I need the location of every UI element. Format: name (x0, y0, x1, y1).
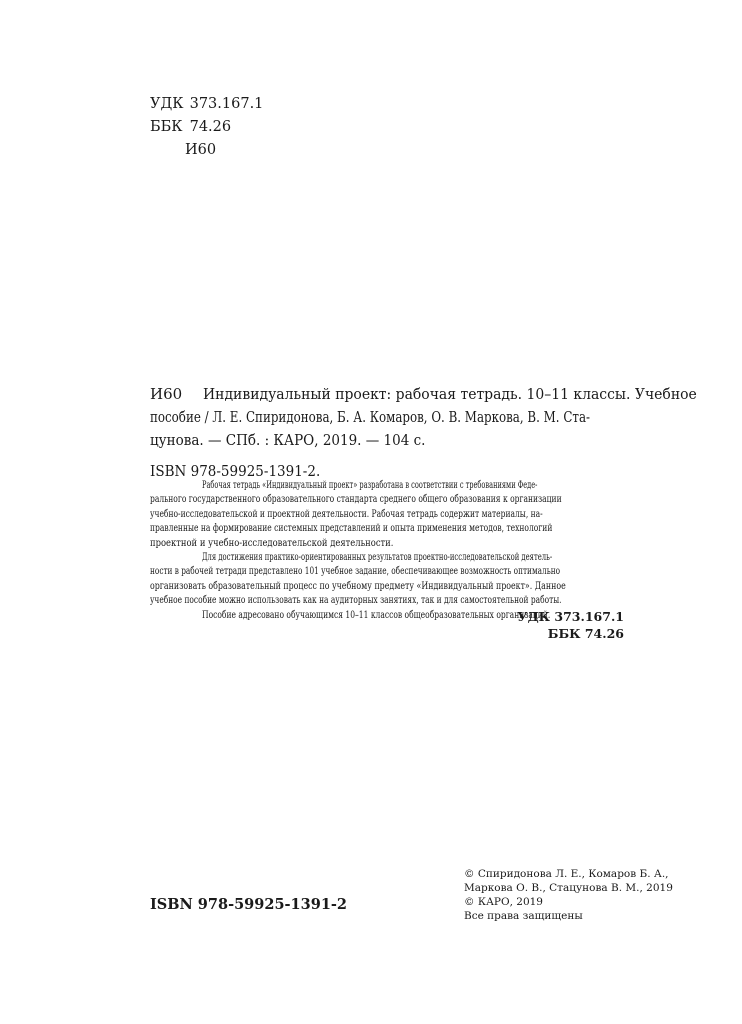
classification-codes (472, 608, 624, 642)
bibliographic-record (150, 383, 697, 483)
bbk-value: 74.26 (189, 119, 232, 135)
udk-value: 373.167.1 (189, 96, 264, 112)
annotation-line (150, 478, 622, 492)
classification-header (150, 93, 263, 162)
annotation-text: правленные на формирование системных представлений и опыта применения методов, технологий (150, 522, 553, 535)
bbk-code: ББК 74.26 (547, 626, 624, 641)
bbk-line (150, 116, 263, 139)
biblio-line: пособие / Л. Е. Спиридонова, Б. А. Комаров, О. В. Маркова, В. М. Ста- (150, 408, 591, 426)
annotation-line (150, 564, 622, 578)
biblio-row (150, 383, 697, 406)
copyright-line: © Спиридонова Л. Е., Комаров Б. А., (464, 868, 669, 880)
udk-label: УДК (150, 96, 184, 112)
copyright-block (464, 867, 673, 923)
annotation-text: учебно-исследовательской и проектной деятельности. Рабочая тетрадь содержит материалы, на- (150, 507, 543, 520)
biblio-isbn: ISBN 978-59925-1391-2. (150, 462, 321, 480)
udk-line (150, 93, 263, 116)
annotation-line (150, 536, 622, 550)
annotation-text: организовать образовательный процесс по учебному предмету «Индивидуальный проект». Данное (150, 579, 566, 592)
annotation-line (150, 579, 622, 593)
biblio-line: цунова. — СПб. : КАРО, 2019. — 104 с. (150, 431, 426, 449)
author-mark: И60 (185, 142, 217, 158)
footer-isbn: ISBN 978-59925-1391-2 (150, 896, 348, 913)
annotation-text: Рабочая тетрадь «Индивидуальный проект» разработана в соответствии с требованиями Феде- (202, 479, 538, 491)
annotation-line (150, 492, 622, 506)
annotation (150, 478, 622, 622)
udk-code: УДК 373.167.1 (517, 609, 624, 624)
annotation-line (150, 550, 622, 564)
annotation-text: учебное пособие можно использовать как на аудиторных занятиях, так и для самостоятельной работы. (150, 594, 562, 607)
annotation-text: Для достижения практико-ориентированных результатов проектно-исследовательской деятель- (202, 550, 553, 563)
biblio-line: Индивидуальный проект: рабочая тетрадь. 10–11 классы. Учебное (203, 385, 697, 403)
annotation-line (150, 521, 622, 535)
copyright-line: Маркова О. В., Стацунова В. М., 2019 (464, 882, 673, 894)
biblio-author-mark: И60 (150, 385, 183, 403)
annotation-text: Пособие адресовано обучающимся 10–11 классов общеобразовательных организаций. (202, 608, 551, 621)
biblio-row (150, 429, 622, 452)
copyright-line: Все права защищены (464, 910, 583, 922)
annotation-text: ности в рабочей тетради представлено 101 учебное задание, обеспечивающее возможность оптимально (150, 565, 561, 578)
bbk-label: ББК (150, 119, 183, 135)
annotation-text: проектной и учебно-исследовательской деятельности. (150, 536, 394, 549)
biblio-row (150, 406, 622, 429)
annotation-line (150, 507, 622, 521)
annotation-text: рального государственного образовательного стандарта среднего общего образования к организации (150, 493, 562, 506)
annotation-line (150, 593, 622, 607)
copyright-line: © КАРО, 2019 (464, 896, 543, 908)
